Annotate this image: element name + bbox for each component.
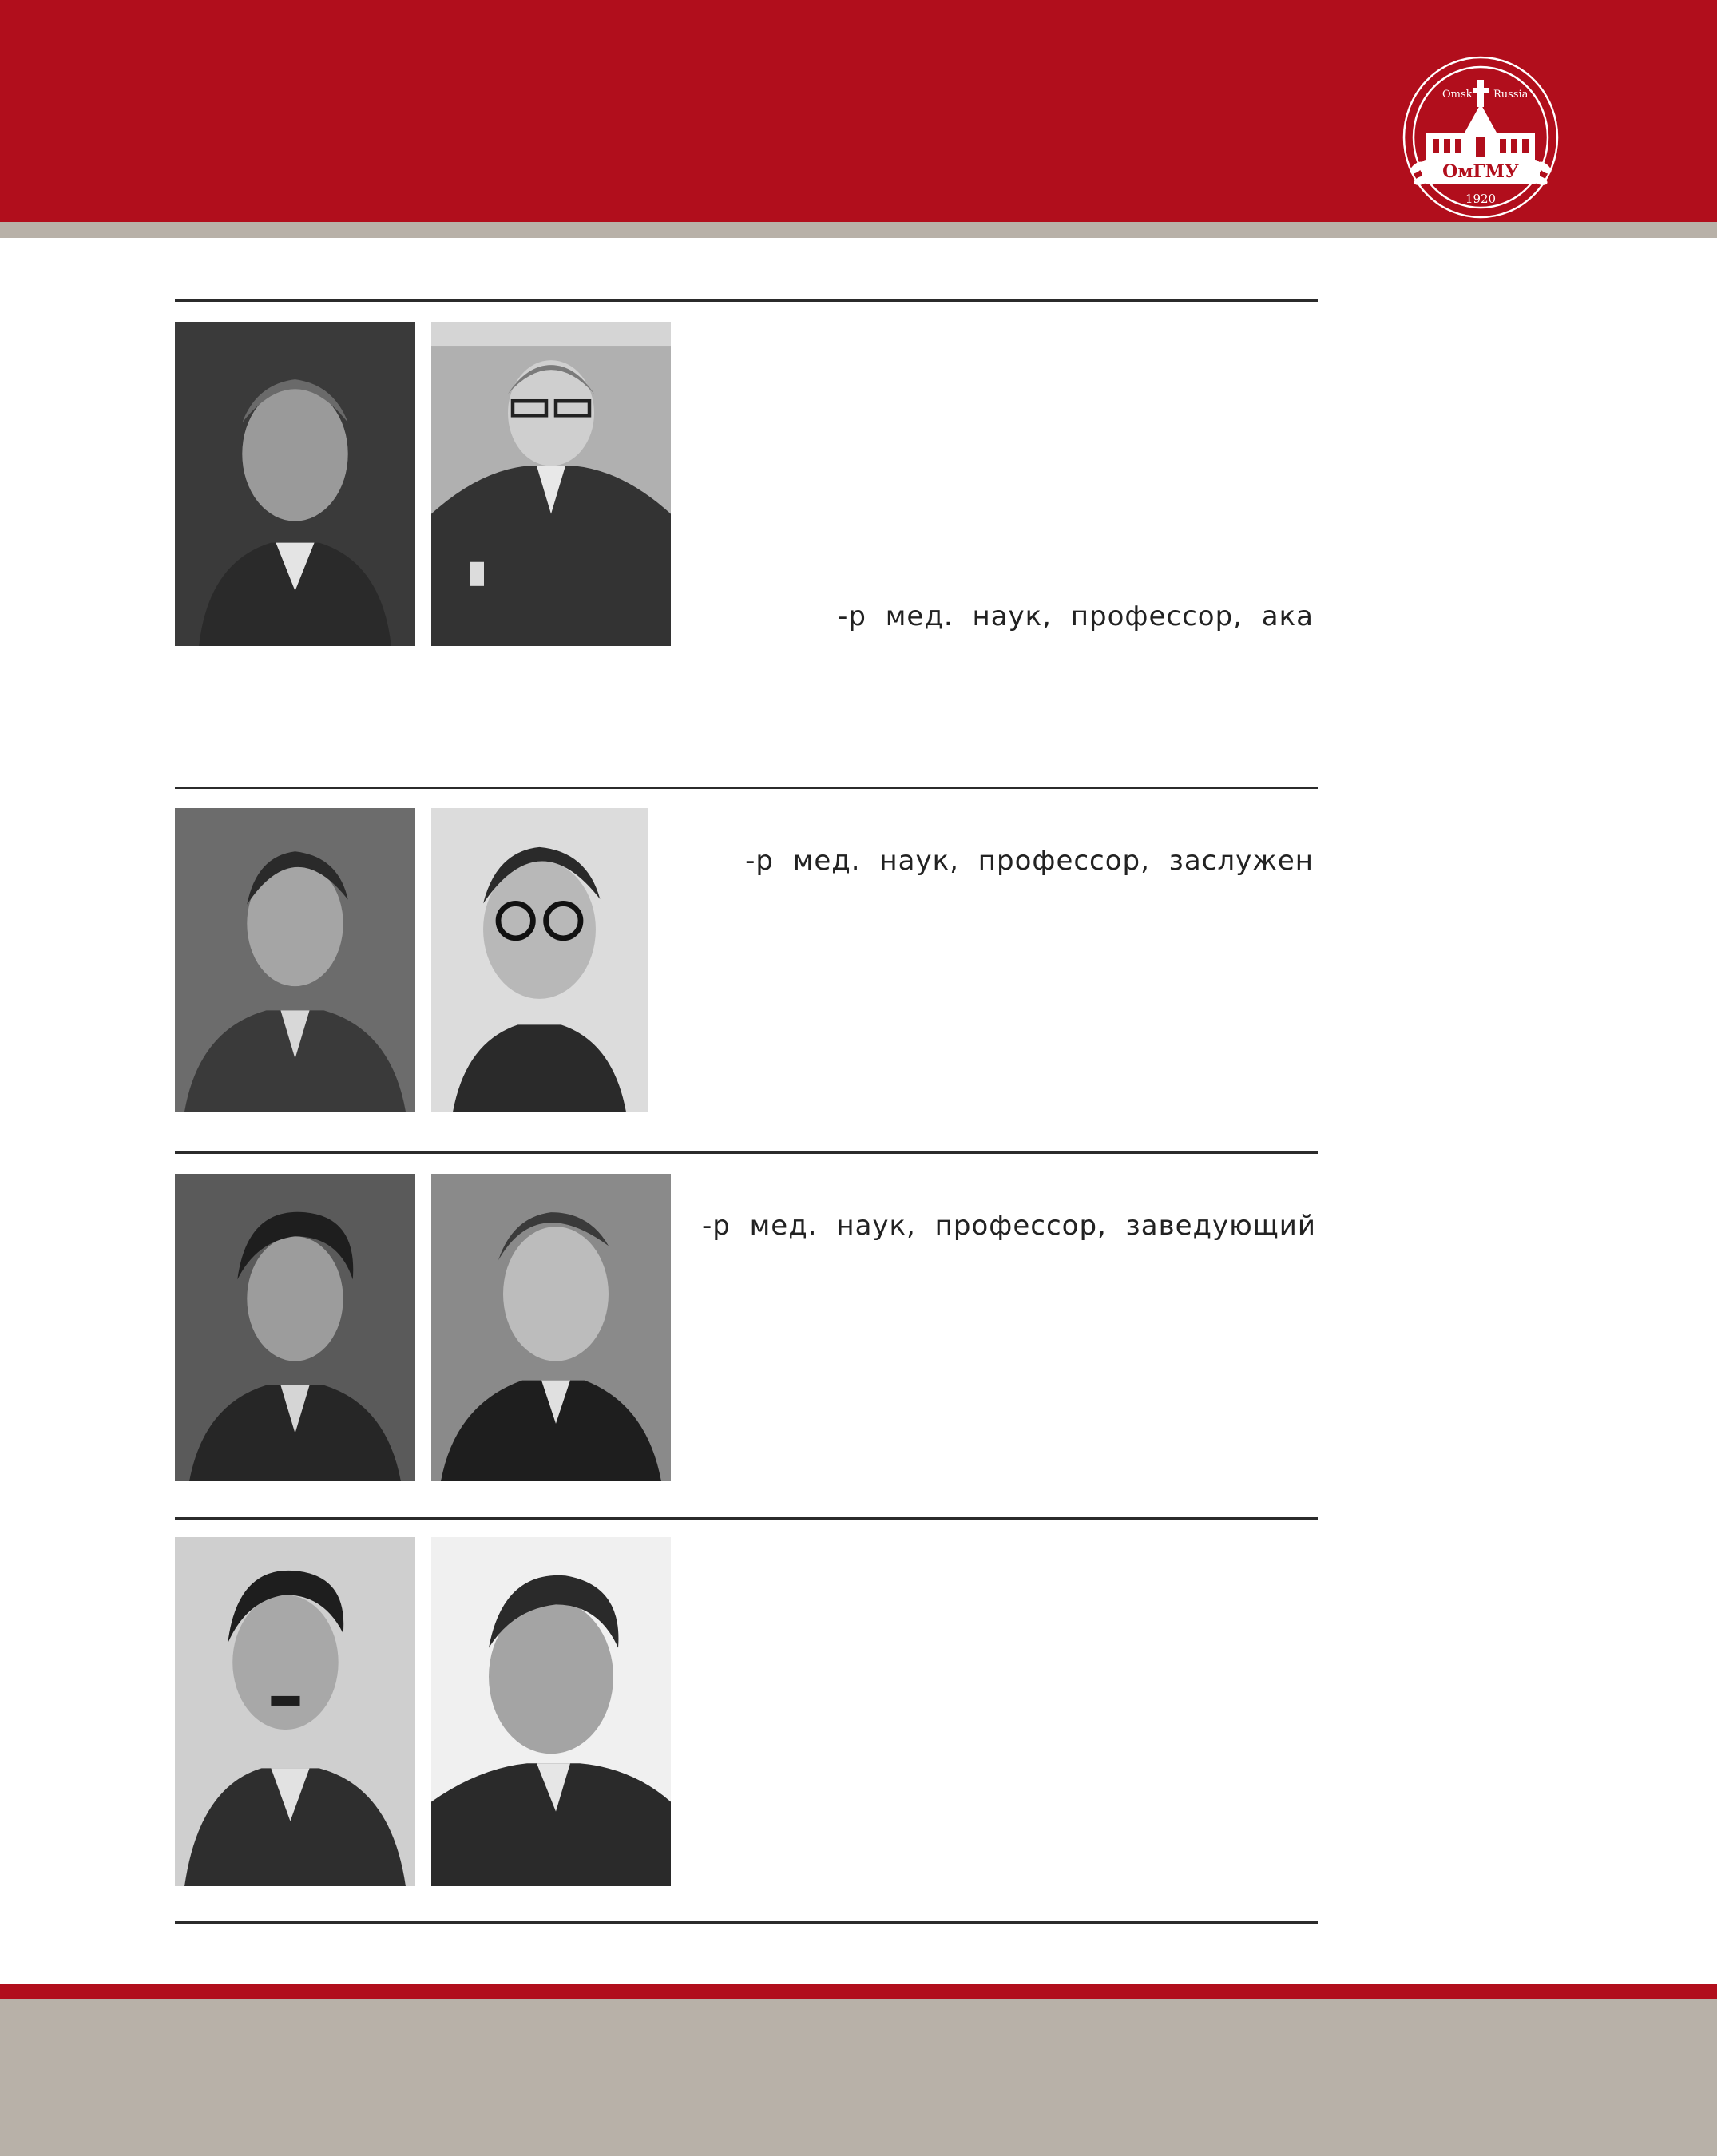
section-divider	[175, 1151, 1318, 1154]
portrait-photo-young	[175, 1537, 415, 1886]
logo-text-left: Omsk	[1442, 89, 1473, 101]
footer-red-stripe	[0, 1984, 1717, 1999]
portrait-photo-old	[431, 808, 648, 1112]
portrait-photo-young	[175, 1174, 415, 1481]
biography-text: -р мед. наук, профессор, заведующий	[701, 1210, 1316, 1242]
portrait-photo-young	[175, 322, 415, 646]
portrait-photo-old	[431, 322, 671, 646]
portrait-photo-old	[431, 1537, 671, 1886]
logo-name: ОмГМУ	[1442, 161, 1519, 182]
university-logo	[1393, 48, 1568, 224]
portrait-photo-old	[431, 1174, 671, 1481]
logo-text-right: Russia	[1493, 89, 1529, 101]
portrait-photo-young	[175, 808, 415, 1112]
footer-band	[0, 1999, 1717, 2156]
section-divider	[175, 1517, 1318, 1520]
biography-text: -р мед. наук, профессор, заслужен	[745, 845, 1314, 877]
section-divider	[175, 299, 1318, 302]
logo-year: 1920	[1465, 192, 1497, 206]
biography-text: -р мед. наук, профессор, ака	[838, 600, 1314, 632]
section-divider	[175, 1921, 1318, 1924]
header-stripe	[0, 222, 1717, 238]
section-divider	[175, 787, 1318, 789]
